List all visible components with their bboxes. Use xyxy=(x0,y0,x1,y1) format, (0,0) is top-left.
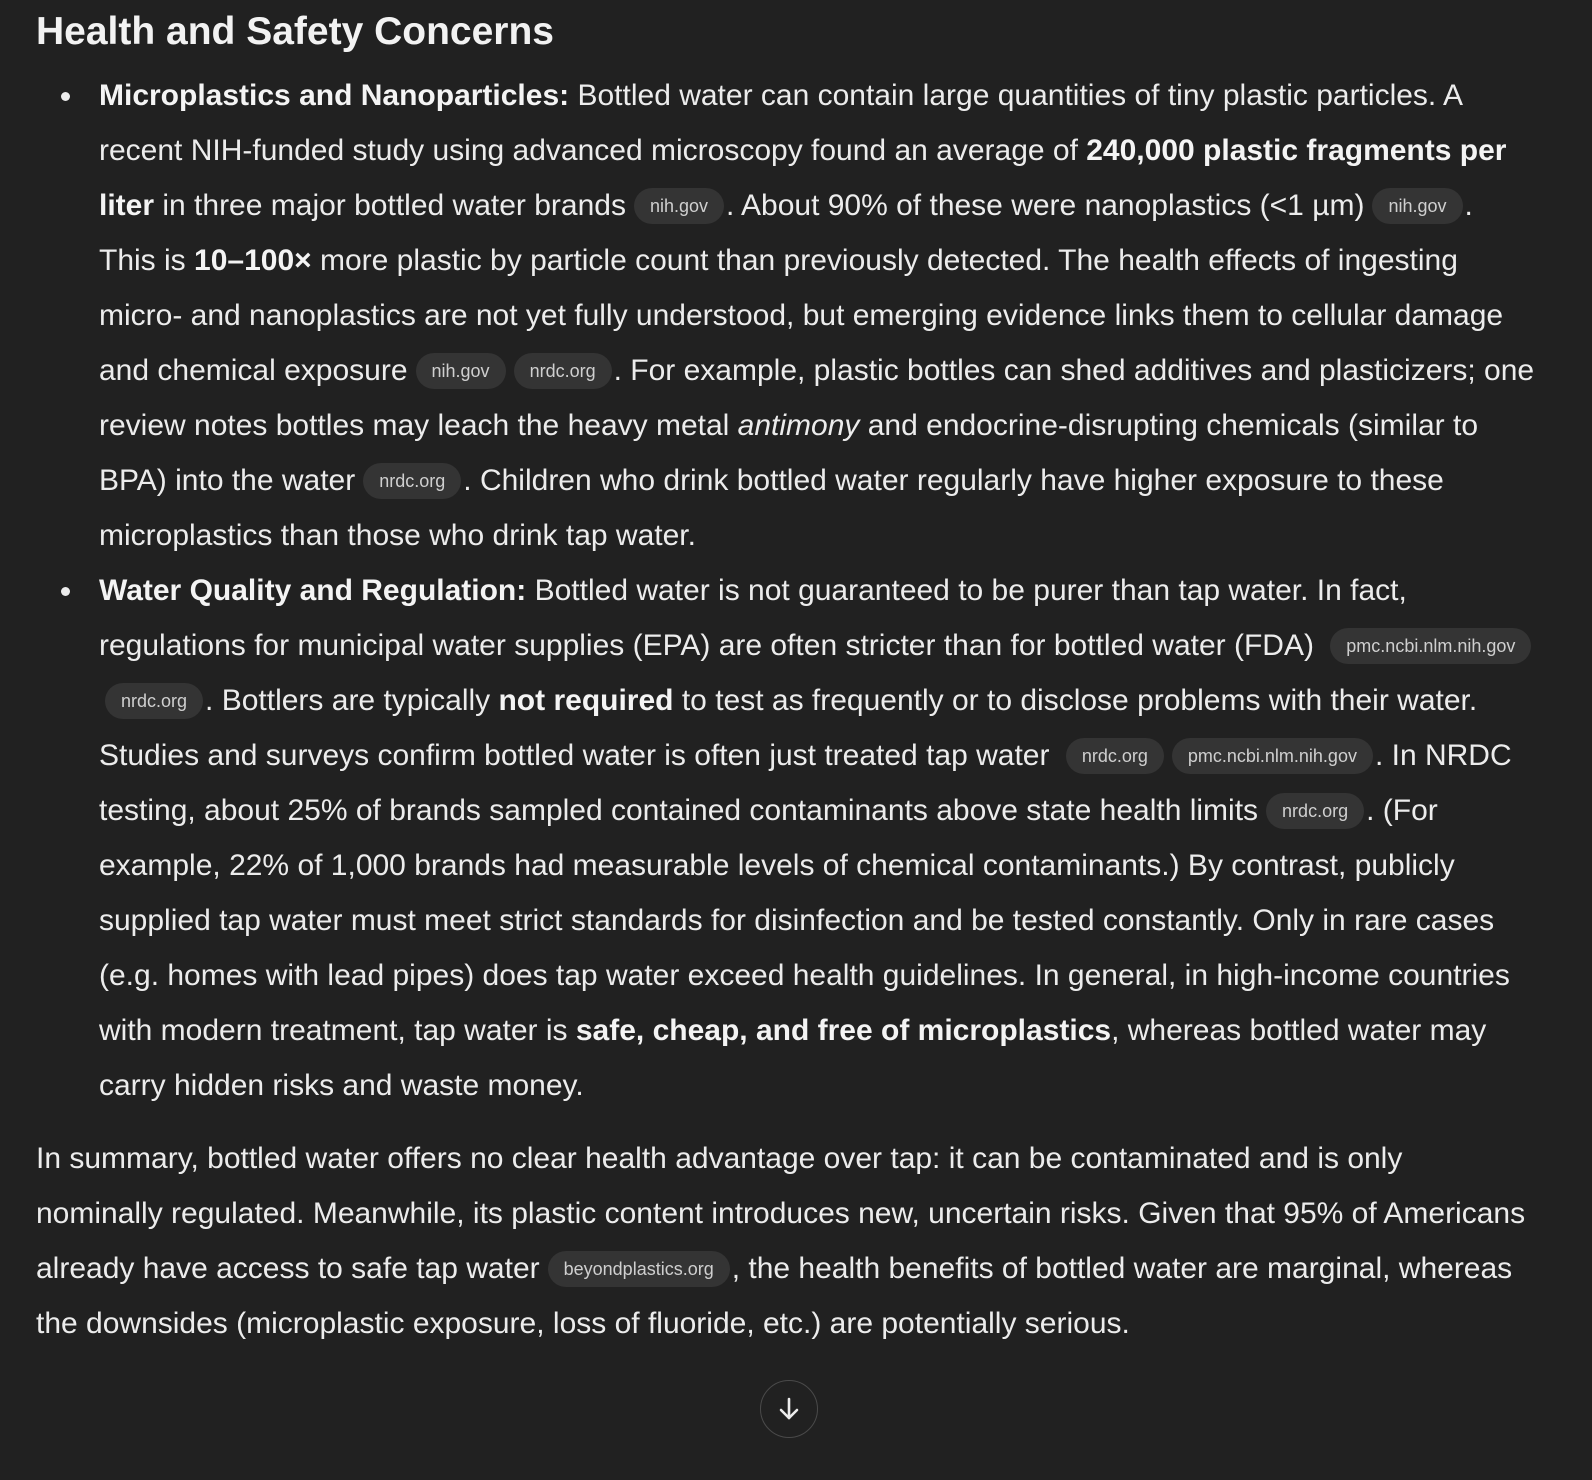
bullet-microplastics xyxy=(99,68,1536,563)
bullet-text: Bottled water is not guaranteed to be purer than tap water. In fact, regulations for municipal water supplies (EPA) are often stricter than for bottled water (FDA) xyxy=(99,574,1407,662)
bullet-text: . Children who drink bottled water regularly have higher exposure to these microplastics than those who drink tap water. xyxy=(99,464,1444,552)
summary-paragraph xyxy=(36,1131,1536,1351)
bold-text: 240,000 plastic fragments per liter xyxy=(99,134,1507,222)
bullet-text: to test as frequently or to disclose problems with their water. Studies and surveys confirm bottled water is often just treated tap water xyxy=(99,684,1478,772)
citation-chip[interactable]: nih.gov xyxy=(1372,188,1462,224)
bullet-text: and endocrine-disrupting chemicals (similar to BPA) into the water xyxy=(99,409,1479,497)
scroll-to-bottom-button[interactable] xyxy=(760,1380,818,1438)
bullet-title: Microplastics and Nanoparticles: xyxy=(99,79,570,112)
italic-text: antimony xyxy=(737,409,860,442)
citation-chip[interactable]: nih.gov xyxy=(634,188,724,224)
bullet-text: . About 90% of these were nanoplastics (<1 µm) xyxy=(726,189,1365,222)
bullet-water-quality xyxy=(99,563,1536,1113)
bold-text: not required xyxy=(498,684,674,717)
summary-text: In summary, bottled water offers no clear health advantage over tap: it can be contaminated and is only nominally regulated. Meanwhile, its plastic content introduces new, uncertain risks. Given that 95% of Americans already have access to safe tap water xyxy=(36,1142,1526,1285)
citation-chip[interactable]: pmc.ncbi.nlm.nih.gov xyxy=(1330,628,1531,664)
citation-chip[interactable]: nrdc.org xyxy=(1266,793,1364,829)
citation-chip[interactable]: nih.gov xyxy=(416,353,506,389)
bullet-text: . For example, plastic bottles can shed additives and plasticizers; one review notes bottles may leach the heavy metal xyxy=(99,354,1535,442)
bullet-text: , whereas bottled water may carry hidden risks and waste money. xyxy=(99,1014,1487,1102)
bullet-title: Water Quality and Regulation: xyxy=(99,574,527,607)
citation-chip[interactable]: nrdc.org xyxy=(105,683,203,719)
bullet-text: in three major bottled water brands xyxy=(154,189,626,222)
citation-chip[interactable]: beyondplastics.org xyxy=(548,1251,730,1287)
bullet-text: . In NRDC testing, about 25% of brands sampled contained contaminants above state health limits xyxy=(99,739,1512,827)
section-heading: Health and Safety Concerns xyxy=(36,10,554,53)
bullet-text: Bottled water can contain large quantities of tiny plastic particles. A recent NIH-funded study using advanced microscopy found an average of xyxy=(99,79,1462,167)
bullet-text: . (For example, 22% of 1,000 brands had measurable levels of chemical contaminants.) By contrast, publicly supplied tap water must meet strict standards for disinfection and be tested constantly. Only in rare cases (e.g. homes with lead pipes) does tap water exceed health guidelines. In general, in high-income countries with modern treatment, tap water is xyxy=(99,794,1510,1047)
bold-text: safe, cheap, and free of microplastics xyxy=(575,1014,1112,1047)
summary-text: , the health benefits of bottled water are marginal, whereas the downsides (microplastic exposure, loss of fluoride, etc.) are potentially serious. xyxy=(36,1252,1513,1340)
bullet-text: more plastic by particle count than previously detected. The health effects of ingesting micro- and nanoplastics are not yet fully understood, but emerging evidence links them to cellular damage and chemical exposure xyxy=(99,244,1504,387)
bullet-text: . This is xyxy=(99,189,1473,277)
arrow-down-icon xyxy=(775,1395,803,1423)
citation-chip[interactable]: pmc.ncbi.nlm.nih.gov xyxy=(1172,738,1373,774)
message-content xyxy=(36,0,1536,1351)
bullet-list xyxy=(36,68,1536,1113)
citation-chip[interactable]: nrdc.org xyxy=(514,353,612,389)
bullet-text: . Bottlers are typically xyxy=(205,684,499,717)
bold-text: 10–100× xyxy=(194,244,312,277)
citation-chip[interactable]: nrdc.org xyxy=(363,463,461,499)
citation-chip[interactable]: nrdc.org xyxy=(1066,738,1164,774)
